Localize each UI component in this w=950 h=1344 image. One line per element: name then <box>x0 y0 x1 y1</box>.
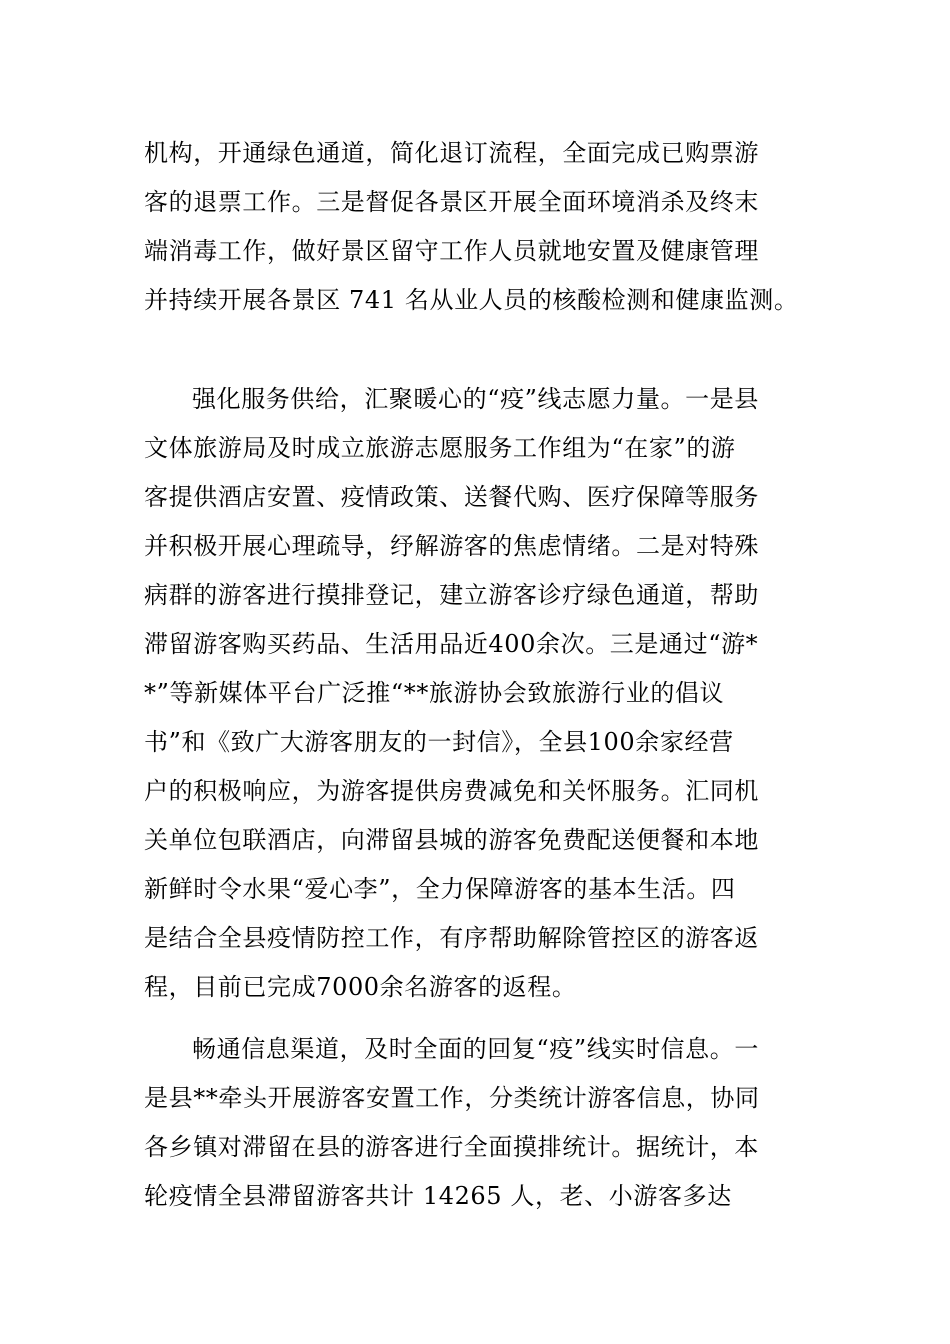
text-line: 畅通信息渠道，及时全面的回复“疫”线实时信息。一 <box>192 1035 759 1063</box>
text-line: 强化服务供给，汇聚暖心的“疫”线志愿力量。一是县 <box>192 385 759 413</box>
text-line: 文体旅游局及时成立旅游志愿服务工作组为“在家”的游 <box>144 434 736 462</box>
text-line: 关单位包联酒店，向滞留县城的游客免费配送便餐和本地 <box>144 826 759 854</box>
text-line: 是结合全县疫情防控工作，有序帮助解除管控区的游客返 <box>144 924 759 952</box>
text-line: *”等新媒体平台广泛推“**旅游协会致旅游行业的倡议 <box>144 679 725 707</box>
text-line: 各乡镇对滞留在县的游客进行全面摸排统计。据统计，本 <box>144 1133 759 1161</box>
text-line: 是县**牵头开展游客安置工作，分类统计游客信息，协同 <box>144 1084 760 1112</box>
text-line: 轮疫情全县滞留游客共计 14265 人，老、小游客多达 <box>144 1182 732 1210</box>
text-line: 端消毒工作，做好景区留守工作人员就地安置及健康管理 <box>144 237 759 265</box>
text-line: 机构，开通绿色通道，简化退订流程，全面完成已购票游 <box>144 139 759 167</box>
text-line: 滞留游客购买药品、生活用品近400余次。三是通过“游* <box>144 630 759 658</box>
text-line: 客的退票工作。三是督促各景区开展全面环境消杀及终末 <box>144 188 759 216</box>
text-line: 并持续开展各景区 741 名从业人员的核酸检测和健康监测。 <box>144 286 799 314</box>
text-line: 病群的游客进行摸排登记，建立游客诊疗绿色通道，帮助 <box>144 581 759 609</box>
text-line: 新鲜时令水果“爱心李”，全力保障游客的基本生活。四 <box>144 875 736 903</box>
text-line: 程，目前已完成7000余名游客的返程。 <box>144 973 577 1001</box>
text-line: 户的积极响应，为游客提供房费减免和关怀服务。汇同机 <box>144 777 759 805</box>
text-line: 客提供酒店安置、疫情政策、送餐代购、医疗保障等服务 <box>144 483 759 511</box>
text-line: 并积极开展心理疏导，纾解游客的焦虑情绪。二是对特殊 <box>144 532 759 560</box>
text-line: 书”和《致广大游客朋友的一封信》，全县100余家经营 <box>144 728 734 756</box>
